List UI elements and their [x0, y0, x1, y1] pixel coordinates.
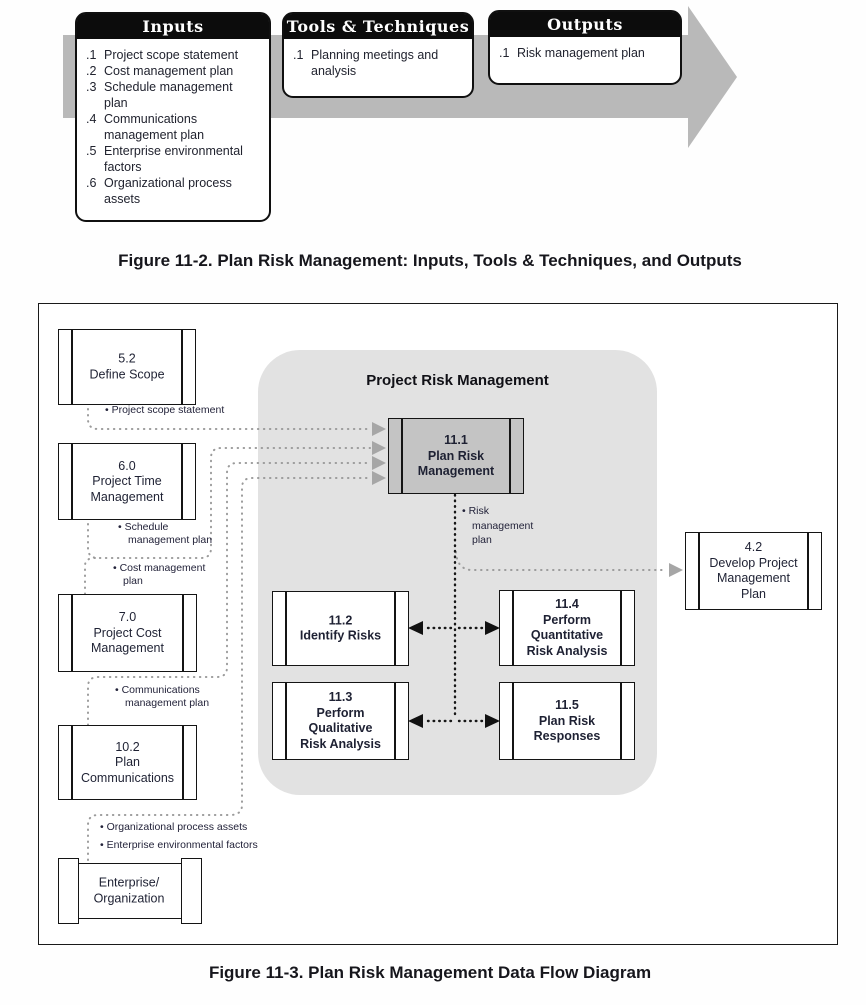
figure-11-3-caption: Figure 11-3. Plan Risk Management Data Flow Diagram [208, 963, 652, 982]
list-item: .1 Planning meetings and analysis [293, 48, 439, 78]
node-number: 5.2 [118, 351, 136, 366]
node-project-time-management [58, 443, 196, 520]
flow-label-schedule-management-plan: • Schedule management plan [118, 521, 213, 546]
node-label: Define Scope [89, 367, 165, 381]
node-side-bar [620, 591, 622, 665]
node-side-bar [394, 592, 396, 665]
list-item: .4 Communications management plan [86, 112, 205, 142]
list-item: .5 Enterprise environmental factors [86, 144, 243, 174]
node-number: 6.0 [118, 458, 136, 473]
node-label: Risk Analysis [300, 736, 381, 751]
flow-label-project-scope-statement: • Project scope statement [105, 404, 225, 416]
node-label: Responses [533, 728, 601, 743]
node-label: Plan Risk [427, 448, 485, 463]
tools-techniques-list [284, 39, 472, 85]
list-item: .1 Risk management plan [499, 46, 645, 60]
node-identify-risks [272, 591, 409, 666]
node-plan-communications [58, 725, 197, 800]
list-item: .1 Project scope statement [86, 48, 239, 62]
node-number: 7.0 [118, 609, 137, 624]
container-title: Project Risk Management [366, 372, 549, 389]
node-label: Communications [80, 770, 175, 785]
node-side-bar [182, 595, 184, 671]
list-item: .2 Cost management plan [86, 64, 234, 78]
flow-label-cost-management-plan: • Cost management plan [113, 562, 206, 587]
node-side-bar [509, 419, 511, 493]
node-plan-risk-management [388, 418, 524, 494]
outputs-list [490, 37, 680, 67]
node-plan-risk-responses [499, 682, 635, 760]
inputs-box [75, 12, 271, 222]
node-perform-qualitative-risk-analysis [272, 682, 409, 760]
flow-label-risk-management-plan: • Risk management plan [462, 505, 534, 546]
node-label: Perform [543, 612, 591, 627]
node-side-bar [394, 683, 396, 759]
node-label: Management [91, 640, 164, 655]
node-label: Organization [93, 891, 165, 905]
node-develop-project-management-plan [685, 532, 822, 610]
node-perform-quantitative-risk-analysis [499, 590, 635, 666]
node-label: Develop Project [709, 555, 798, 570]
tools-techniques-box [282, 12, 474, 98]
node-number: 11.3 [328, 690, 353, 704]
node-number: 11.2 [328, 613, 353, 627]
tools-techniques-header: Tools & Techniques [284, 14, 472, 39]
node-side-bar [807, 533, 809, 609]
node-number: 4.2 [744, 540, 763, 554]
node-define-scope [58, 329, 196, 405]
node-label: Plan Risk [538, 713, 596, 728]
inputs-list [77, 39, 269, 213]
node-number: 11.1 [444, 432, 468, 447]
node-label: Management [90, 489, 164, 504]
node-label: Qualitative [308, 721, 373, 735]
node-label: Plan [114, 754, 141, 769]
flow-label-enterprise-environmental-factors: • Enterprise environmental factors [100, 839, 258, 851]
node-project-cost-management [58, 594, 197, 672]
node-side-bar [181, 330, 183, 404]
outputs-header: Outputs [490, 12, 680, 37]
node-side-bar [620, 683, 622, 759]
node-number: 11.4 [555, 597, 579, 611]
list-item: .3 Schedule management plan [86, 80, 233, 110]
figure-11-2-caption: Figure 11-2. Plan Risk Management: Inputs, Tools & Techniques, and Outputs [118, 251, 742, 270]
flow-label-organizational-process-assets: • Organizational process assets [100, 821, 248, 833]
node-number: 10.2 [115, 739, 140, 754]
outputs-box [488, 10, 682, 85]
node-enterprise-organization [58, 858, 202, 924]
node-label: Enterprise/ [98, 875, 160, 890]
node-number: 11.5 [555, 697, 579, 712]
node-label: Plan [740, 586, 767, 601]
node-label: Project Time [92, 473, 162, 488]
inputs-header: Inputs [77, 14, 269, 39]
node-label: Management [717, 571, 790, 585]
node-side-bar [181, 444, 183, 519]
node-label: Quantitative [530, 628, 604, 642]
flow-label-communications-management-plan: • Communications management plan [115, 684, 210, 709]
list-item: .6 Organizational process assets [86, 176, 232, 206]
node-label: Perform [316, 705, 365, 720]
node-label: Management [417, 463, 495, 478]
node-side-bar [182, 726, 184, 799]
node-label: Project Cost [93, 625, 162, 640]
process-flow-arrow-head [688, 6, 737, 148]
node-label: Identify Risks [299, 628, 382, 643]
node-label: Risk Analysis [526, 643, 608, 658]
